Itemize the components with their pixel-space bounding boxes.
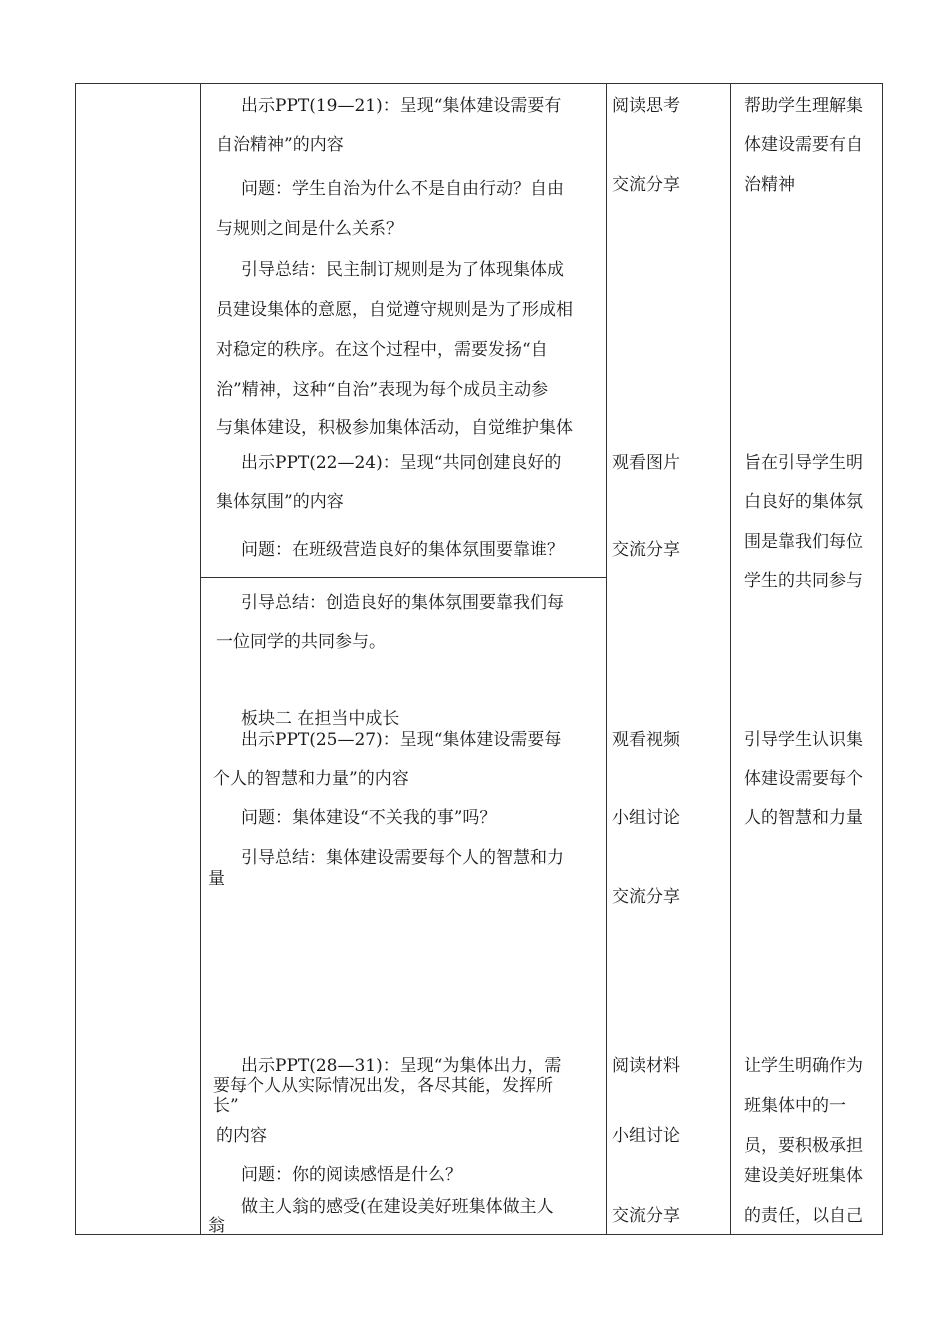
teacher-activity-block-4 [205,720,605,920]
activity-label: 交流分享 [612,540,680,560]
table-left-border [75,83,76,1235]
purpose-line: 白良好的集体氛 [744,492,863,512]
purpose-line: 体建设需要每个 [744,769,863,789]
text-line: 对稳定的秩序。在这个过程中，需要发扬“自 [216,340,548,360]
teacher-activity-block-5 [205,1040,605,1236]
design-intent-block-2 [744,444,880,604]
purpose-line: 建设美好班集体 [744,1166,863,1186]
teacher-activity-block-1 [205,86,605,440]
text-line: 做主人翁的感受(在建设美好班集体做主人 [241,1197,554,1217]
text-line: 要每个人从实际情况出发，各尽其能，发挥所 [213,1076,553,1096]
text-line: 出示PPT(28—31)：呈现“为集体出力，需 [241,1056,562,1076]
text-line: 问题：在班级营造良好的集体氛围要靠谁？ [241,540,564,560]
design-intent-block-4 [744,720,880,920]
text-line: 长” [213,1096,239,1116]
purpose-line: 让学生明确作为 [744,1056,863,1076]
text-line: 的内容 [216,1126,267,1146]
purpose-line: 旨在引导学生明 [744,453,863,473]
purpose-line: 体建设需要有自 [744,135,863,155]
student-activity-block-2 [612,444,727,574]
text-line: 个人的智慧和力量”的内容 [213,769,409,789]
text-line: 一位同学的共同参与。 [216,632,386,652]
activity-label: 小组讨论 [612,808,680,828]
purpose-line: 帮助学生理解集 [744,96,863,116]
text-line: 出示PPT(22—24)：呈现“共同创建良好的 [241,453,562,473]
teacher-activity-block-3 [205,580,605,729]
purpose-line: 的责任，以自己 [744,1206,863,1226]
table-top-border [75,83,883,84]
purpose-line: 围是靠我们每位 [744,532,863,552]
text-line: 引导总结：集体建设需要每个人的智慧和力 [241,848,564,868]
purpose-line: 治精神 [744,175,795,195]
text-line: 出示PPT(25—27)：呈现“集体建设需要每 [241,730,562,750]
text-line: 引导总结：民主制订规则是为了体现集体成 [241,260,564,280]
teacher-activity-block-2 [205,444,605,574]
student-activity-block-4 [612,720,727,920]
row-divider [200,577,606,578]
column-divider-2 [606,83,607,1235]
text-line: 自治精神”的内容 [216,135,344,155]
text-line: 问题：你的阅读感悟是什么？ [241,1165,462,1185]
text-line: 与规则之间是什么关系？ [216,219,403,239]
activity-label: 交流分享 [612,1206,680,1226]
column-divider-1 [200,83,201,1235]
text-line: 引导总结：创造良好的集体氛围要靠我们每 [241,593,564,613]
section-heading: 板块二 在担当中成长 [241,709,400,729]
design-intent-block-1 [744,86,880,440]
activity-label: 阅读材料 [612,1056,680,1076]
column-divider-3 [730,83,731,1235]
text-line: 量 [208,869,225,889]
table-right-border [882,83,883,1235]
activity-label: 阅读思考 [612,96,680,116]
activity-label: 观看视频 [612,730,680,750]
purpose-line: 引导学生认识集 [744,730,863,750]
purpose-line: 学生的共同参与 [744,571,863,591]
activity-label: 观看图片 [612,453,680,473]
student-activity-block-1 [612,86,727,440]
text-line: 翁 [208,1216,225,1236]
text-line: 治”精神，这种“自治”表现为每个成员主动参 [216,380,549,400]
table-bottom-border [75,1234,883,1235]
text-line: 问题：学生自治为什么不是自由行动？自由 [241,179,564,199]
text-line: 集体氛围”的内容 [216,492,344,512]
text-line: 问题：集体建设“不关我的事”吗？ [241,808,497,828]
text-line: 与集体建设，积极参加集体活动，自觉维护集体 [216,418,573,438]
activity-label: 交流分享 [612,887,680,907]
activity-label: 小组讨论 [612,1126,680,1146]
design-intent-block-5 [744,1040,880,1233]
text-line: 出示PPT(19—21)：呈现“集体建设需要有 [241,96,562,116]
student-activity-block-5 [612,1040,727,1233]
purpose-line: 员，要积极承担 [744,1136,863,1156]
text-line: 员建设集体的意愿，自觉遵守规则是为了形成相 [216,300,573,320]
activity-label: 交流分享 [612,175,680,195]
purpose-line: 人的智慧和力量 [744,808,863,828]
purpose-line: 班集体中的一 [744,1096,846,1116]
